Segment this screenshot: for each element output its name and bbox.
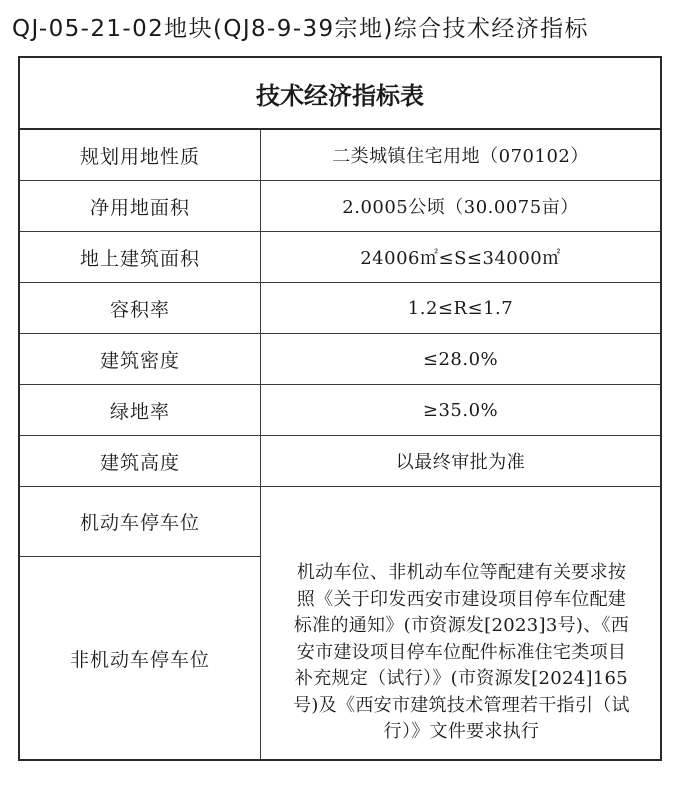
table-row bbox=[20, 232, 660, 283]
row-label-land-use: 规划用地性质 bbox=[20, 130, 261, 180]
parking-text-line: 补充规定（试行）》(市资源发[2024]165 bbox=[294, 668, 629, 690]
row-value-above-ground-area: 24006㎡≤S≤34000㎡ bbox=[360, 248, 561, 269]
parking-requirements-cell bbox=[261, 487, 660, 759]
row-value-green-ratio: ≥35.0% bbox=[422, 399, 499, 421]
row-label-green-ratio: 绿地率 bbox=[20, 385, 261, 435]
row-label-building-height: 建筑高度 bbox=[20, 436, 261, 486]
parking-requirements-text bbox=[293, 560, 630, 746]
parking-text-line: 安市建设项目停车位配件标准住宅类项目 bbox=[296, 641, 627, 663]
table-row bbox=[20, 283, 660, 334]
table-row bbox=[20, 181, 660, 232]
table-row bbox=[20, 436, 660, 487]
row-value-net-land-area: 2.0005公顷（30.0075亩） bbox=[342, 197, 579, 218]
row-label-motor-parking: 机动车停车位 bbox=[20, 487, 261, 557]
technical-economic-indicator-table bbox=[18, 56, 662, 761]
row-label-above-ground-area: 地上建筑面积 bbox=[20, 232, 261, 282]
parking-text-line: 号)及《西安市建筑技术管理若干指引（试 bbox=[293, 694, 630, 716]
document-title: QJ-05-21-02地块(QJ8-9-39宗地)综合技术经济指标 bbox=[12, 16, 589, 42]
table-row bbox=[20, 334, 660, 385]
row-value-building-density: ≤28.0% bbox=[422, 348, 499, 370]
table-title: 技术经济指标表 bbox=[20, 58, 660, 130]
parking-text-line: 照《关于印发西安市建设项目停车位配建 bbox=[296, 588, 627, 610]
row-label-building-density: 建筑密度 bbox=[20, 334, 261, 384]
table-row bbox=[20, 385, 660, 436]
table-row bbox=[20, 130, 660, 181]
parking-text-line: 标准的通知》(市资源发[2023]3号)、《西 bbox=[293, 615, 630, 637]
row-label-non-motor-parking: 非机动车停车位 bbox=[20, 557, 261, 759]
row-value-building-height: 以最终审批为准 bbox=[395, 452, 526, 473]
parking-text-line: 行）》文件要求执行 bbox=[383, 721, 540, 743]
row-label-net-land-area: 净用地面积 bbox=[20, 181, 261, 231]
row-value-land-use: 二类城镇住宅用地（070102） bbox=[332, 146, 589, 167]
row-label-plot-ratio: 容积率 bbox=[20, 283, 261, 333]
parking-section bbox=[20, 487, 660, 759]
row-value-plot-ratio: 1.2≤R≤1.7 bbox=[407, 297, 514, 319]
parking-text-line: 机动车位、非机动车位等配建有关要求按 bbox=[296, 562, 627, 584]
